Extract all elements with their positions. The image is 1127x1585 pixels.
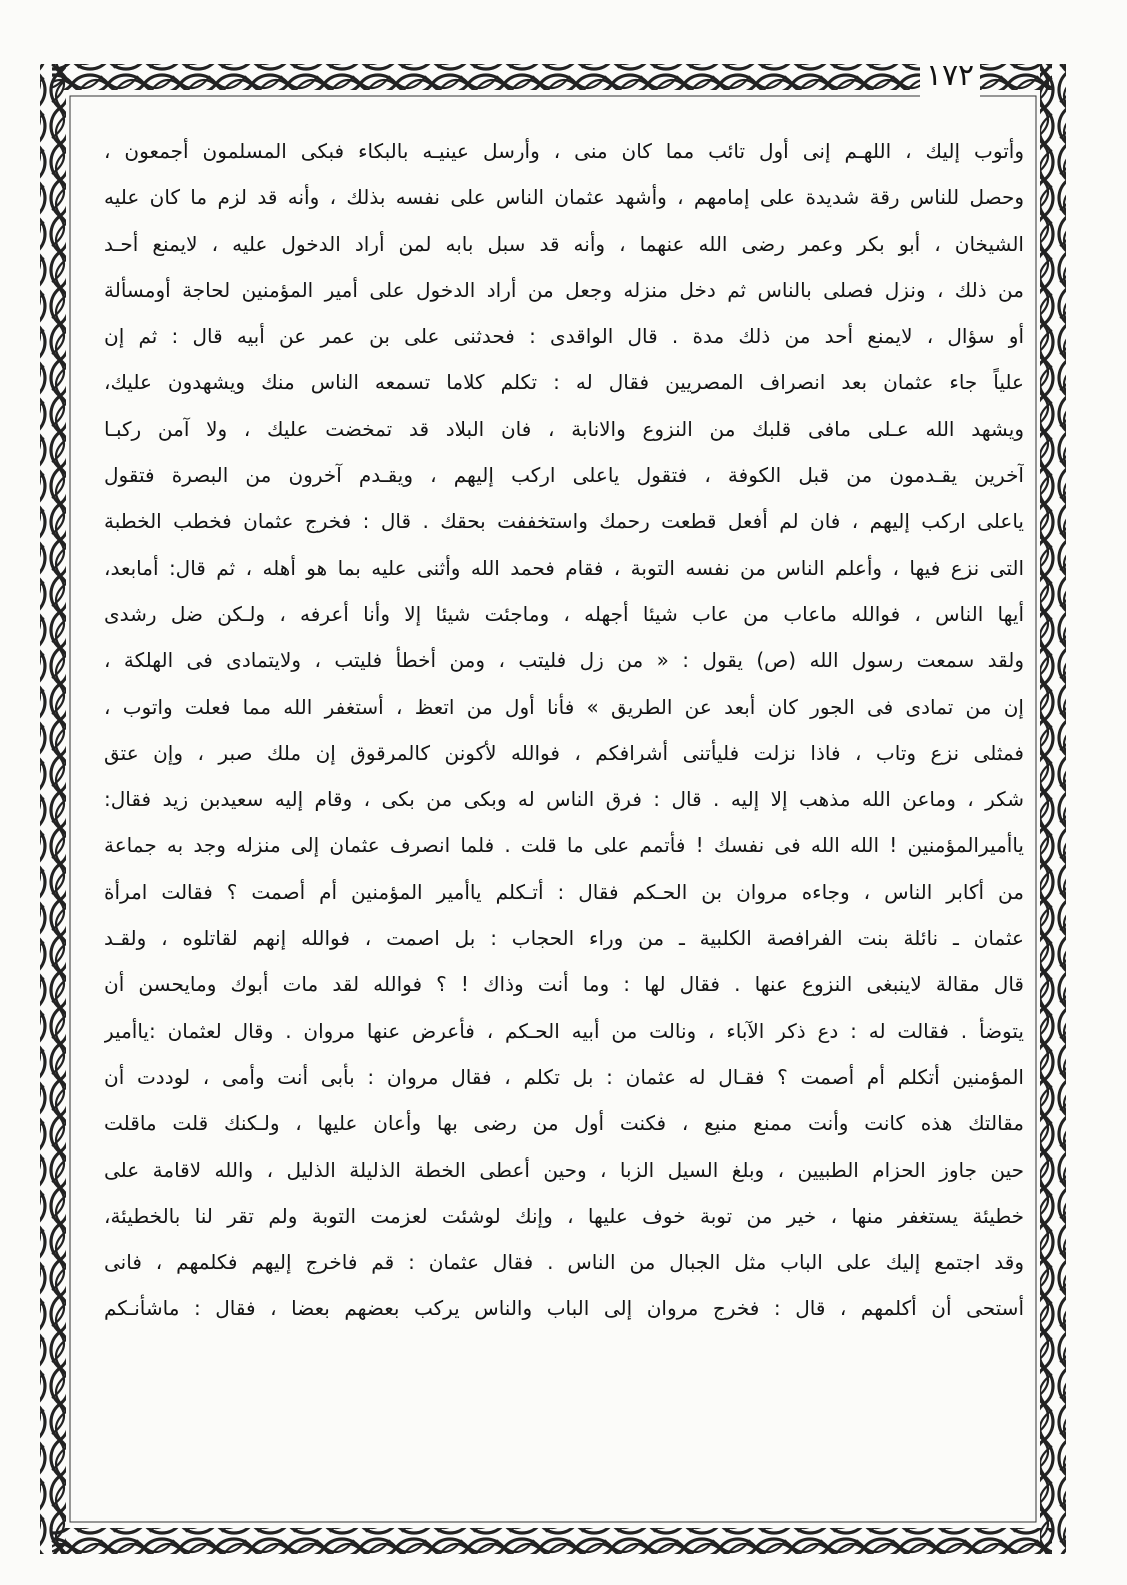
- text-line: حين جاوز الحزام الطبيين ، وبلغ السيل الزبا ، وحين أعطى الخطة الذليلة الذليل ، والله لاقامة على: [104, 1157, 1024, 1182]
- text-line: إن من تمادى فى الجور كان أبعد عن الطريق » فأنا أول من اتعظ ، أستغفر الله مما فعلت واتوب ،: [104, 694, 1024, 719]
- body-text: [104, 128, 1024, 1518]
- text-line: أيها الناس ، فوالله ماعاب من عاب شيئا أجهله ، وماجئت شيئا إلا وأنا أعرفه ، ولـكن ضل رشدى: [104, 601, 1024, 626]
- text-line: يتوضأ . فقالت له : دع ذكر الآباء ، ونالت من أبيه الحـكم ، فأعرض عنها مروان . وقال لعثمان :ياأمير: [104, 1018, 1024, 1043]
- text-line: من أكابر الناس ، وجاءه مروان بن الحـكم فقال : أتـكلم ياأمير المؤمنين أم أصمت ؟ فقالت امرأة: [104, 879, 1024, 904]
- text-line: التى نزع فيها ، وأعلم الناس من نفسه التوبة ، فقام فحمد الله وأثنى عليه بما هو أهله ، ثم قال: أمابعد،: [104, 555, 1024, 580]
- text-line: ياأميرالمؤمنين ! الله الله فى نفسك ! فأتمم على ما قلت . فلما انصرف عثمان إلى منزله وجد به جماعة: [104, 833, 1024, 858]
- text-line: ولقد سمعت رسول الله (ص) يقول : « من زل فليتب ، ومن أخطأ فليتب ، ولايتمادى فى الهلكة ،: [104, 648, 1024, 673]
- text-line: الشيخان ، أبو بكر وعمر رضى الله عنهما ، وأنه قد سبل بابه لمن أراد الدخول عليه ، لايمنع أحـد: [104, 231, 1024, 256]
- text-line: أو سؤال ، لايمنع أحد من ذلك مدة . قال الواقدى : فحدثنى على بن عمر عن أبيه قال : ثم إن: [104, 324, 1024, 349]
- text-line: آخرين يقـدمون من قبل الكوفة ، فتقول ياعلى اركب إليهم ، ويقـدم آخرون من البصرة فتقول: [104, 463, 1024, 488]
- text-line: شكر ، وماعن الله مذهب إلا إليه . قال : فرق الناس له وبكى من بكى ، وقام إليه سعيدبن زيد فقال:: [104, 787, 1024, 812]
- text-line: مقالتك هذه كانت وأنت ممنع منيع ، فكنت أول من رضى بها وأعان عليها ، ولـكنك قلت ماقلت: [104, 1111, 1024, 1136]
- text-line: أستحى أن أكلمهم ، قال : فخرج مروان إلى الباب والناس يركب بعضهم بعضا ، فقال : ماشأنـكم: [104, 1296, 1024, 1321]
- text-line: وقد اجتمع إليك على الباب مثل الجبال من الناس . فقال عثمان : قم فاخرج إليهم فكلمهم ، فانى: [104, 1250, 1024, 1275]
- text-line: قال مقالة لاينبغى النزوع عنها . فقال لها : وما أنت وذاك ! ؟ فوالله لقد مات أبوك ومايحسن أن: [104, 972, 1024, 997]
- text-line: ويشهد الله عـلى مافى قلبك من النزوع والانابة ، فان البلاد قد تمخضت عليك ، ولا آمن ركبـا: [104, 416, 1024, 441]
- text-line: المؤمنين أتكلم أم أصمت ؟ فقـال له عثمان : بل تكلم ، فقال مروان : بأبى أنت وأمى ، لوددت أن: [104, 1064, 1024, 1089]
- text-line: علياً جاء عثمان بعد انصراف المصريين فقال له : تكلم كلاما تسمعه الناس منك ويشهدون عليك،: [104, 370, 1024, 395]
- text-line: من ذلك ، ونزل فصلى بالناس ثم دخل منزله وجعل من أراد الدخول على أمير المؤمنين لحاجة أومسألة: [104, 277, 1024, 302]
- text-line: فمثلى نزع وتاب ، فاذا نزلت فليأتنى أشرافكم ، فوالله لأكونن كالمرقوق إن ملك صبر ، وإن عتق: [104, 740, 1024, 765]
- text-line: عثمان ـ نائلة بنت الفرافصة الكلبية ـ من وراء الحجاب : بل اصمت ، فوالله إنهم لقاتلوه ، ولقـد: [104, 926, 1024, 951]
- text-line: ياعلى اركب إليهم ، فان لم أفعل قطعت رحمك واستخففت بحقك . قال : فخرج عثمان فخطب الخطبة: [104, 509, 1024, 534]
- text-line: وأتوب إليك ، اللهـم إنى أول تائب مما كان منى ، وأرسل عينيـه بالبكاء فبكى المسلمون أجمعون ،: [104, 139, 1024, 163]
- text-line: وحصل للناس رقة شديدة على إمامهم ، وأشهد عثمان الناس على نفسه بذلك ، وأنه قد لزم ما كان عليه: [104, 185, 1024, 210]
- text-line: خطيئة يستغفر منها ، خير من توبة خوف عليها ، وإنك لوشئت لعزمت التوبة ولم تقر لنا بالخطيئة،: [104, 1203, 1024, 1228]
- page-number: ١٧٢: [920, 54, 980, 98]
